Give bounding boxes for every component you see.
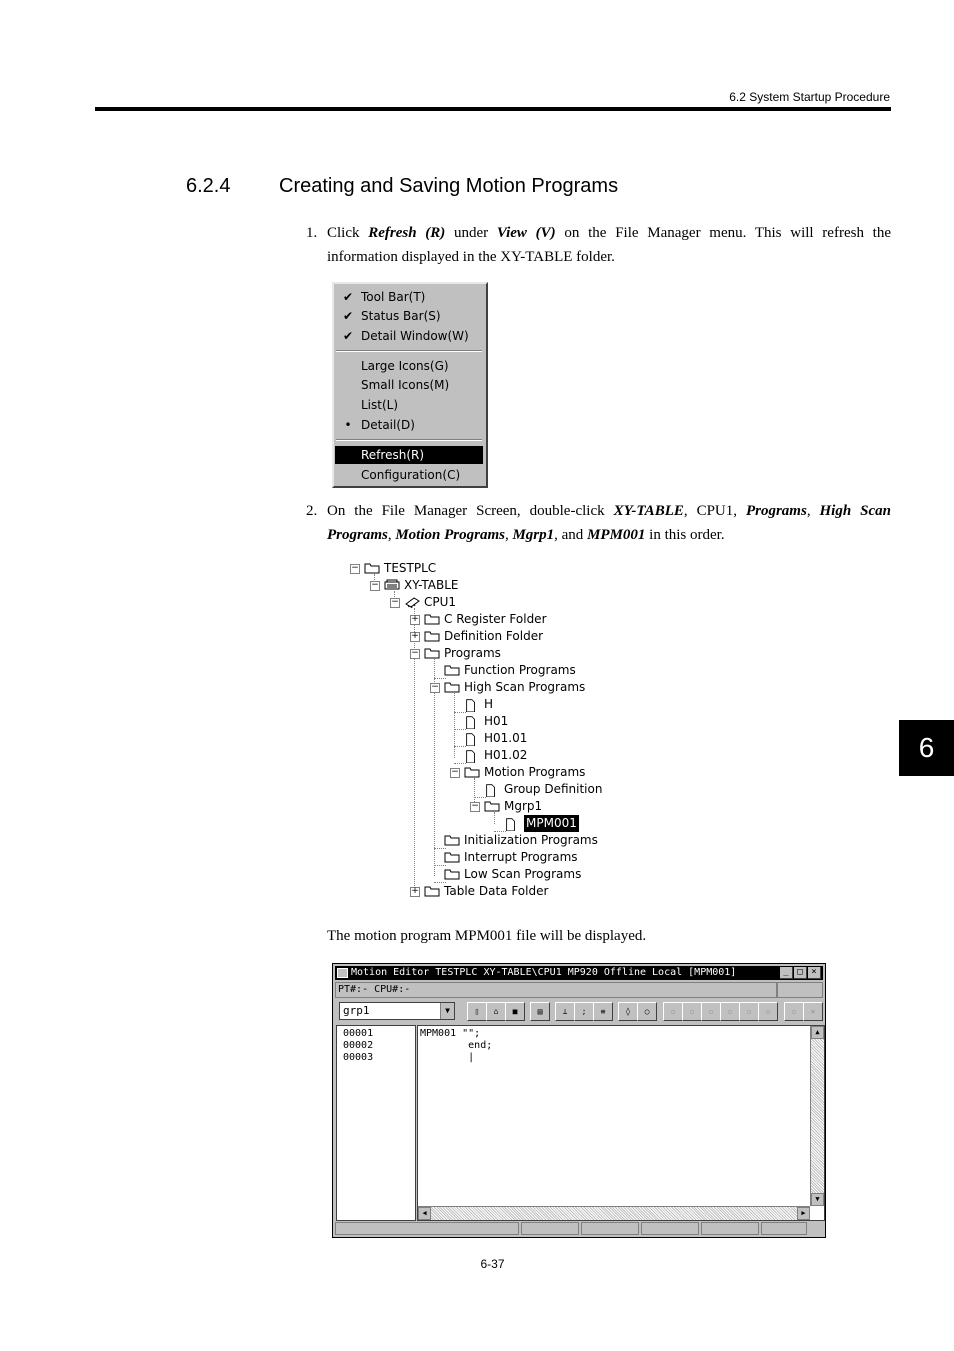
code-line: | <box>420 1052 475 1063</box>
disabled-tool-2[interactable] <box>682 1002 702 1021</box>
file-icon <box>504 815 518 831</box>
cpu-icon <box>404 596 420 608</box>
folder-icon <box>424 613 440 625</box>
offline-button[interactable] <box>637 1002 657 1021</box>
list-button[interactable] <box>593 1002 613 1021</box>
folder-icon <box>424 885 440 897</box>
check-icon: ✔ <box>342 329 354 343</box>
tool-icon: ▫ <box>689 1007 695 1016</box>
folder-icon <box>444 868 460 880</box>
disabled-tool-4[interactable] <box>720 1002 740 1021</box>
tool-icon: ▫ <box>746 1007 752 1016</box>
collapse-icon[interactable]: − <box>471 801 479 811</box>
menu-separator <box>336 350 482 352</box>
status-pane <box>521 1222 579 1235</box>
offline-icon: ○ <box>644 1007 650 1016</box>
menu-item-detail[interactable]: • Detail(D) <box>335 416 483 434</box>
list-icon: ≡ <box>600 1007 606 1016</box>
tool-icon: ▫ <box>791 1007 797 1016</box>
minimize-button[interactable]: _ <box>780 967 793 979</box>
step-2-number: 2. <box>306 503 318 519</box>
chevron-down-icon[interactable]: ▼ <box>440 1003 454 1019</box>
status-pane <box>761 1222 807 1235</box>
open-file-button[interactable] <box>486 1002 506 1021</box>
code-line: MPM001 ""; <box>420 1028 481 1039</box>
online-button[interactable] <box>618 1002 638 1021</box>
file-icon <box>464 747 478 763</box>
expand-icon[interactable]: + <box>411 886 419 896</box>
status-pane <box>701 1222 759 1235</box>
collapse-icon[interactable]: − <box>371 580 379 590</box>
disabled-tool-6[interactable] <box>758 1002 778 1021</box>
collapse-icon[interactable]: − <box>451 767 459 777</box>
menu-item-configuration[interactable]: Configuration(C) <box>361 468 461 482</box>
tool-icon: ▫ <box>708 1007 714 1016</box>
title-bar[interactable] <box>335 966 823 980</box>
line-number-pane <box>336 1025 416 1221</box>
menu-item-list[interactable]: List(L) <box>361 398 399 412</box>
view-menu <box>332 282 488 488</box>
status-pane <box>335 1222 519 1235</box>
scroll-right-icon[interactable]: ▶ <box>797 1207 810 1220</box>
machine-icon <box>384 579 400 591</box>
file-manager-tree: − TESTPLC − XY-TABLE − CPU1 + C Register Folder + Definition Folder − Programs Function Programs − High Scan Programs H H01 H01.01 H01.02 − Motion Programs Group Definition − Mgrp1 MPM001 Initialization Programs Interrupt Programs Low Scan Programs + Table Data Folder <box>351 561 603 898</box>
line-number: 00002 <box>343 1040 374 1051</box>
app-icon <box>337 968 348 978</box>
open-folder-icon: ⌂ <box>493 1007 499 1016</box>
save-icon: ■ <box>512 1007 518 1016</box>
semicolon-button[interactable] <box>574 1002 594 1021</box>
print-button[interactable] <box>530 1002 550 1021</box>
new-file-button[interactable] <box>467 1002 487 1021</box>
semicolon-icon: ; <box>581 1007 587 1016</box>
menu-item-large-icons[interactable]: Large Icons(G) <box>361 359 449 373</box>
disabled-tool-3[interactable] <box>701 1002 721 1021</box>
scroll-left-icon[interactable]: ◀ <box>418 1207 431 1220</box>
code-line: end; <box>420 1040 493 1051</box>
status-pane <box>641 1222 699 1235</box>
step-2-text: On the File Manager Screen, double-click XY-TABLE, CPU1, Programs, High Scan Programs, Motion Programs, Mgrp1, and MPM001 in this order. <box>327 503 891 543</box>
section-title: Creating and Saving Motion Programs <box>279 175 619 197</box>
tool-icon: ▫ <box>670 1007 676 1016</box>
check-icon: ✔ <box>342 309 354 323</box>
file-icon <box>464 713 478 729</box>
step-1 <box>306 221 891 269</box>
window-title: Motion Editor TESTPLC XY-TABLE\CPU1 MP920 Offline Local [MPM001] <box>351 967 737 978</box>
header-rule <box>95 107 891 111</box>
collapse-icon[interactable]: − <box>431 682 439 692</box>
axis-button[interactable] <box>555 1002 575 1021</box>
pt-cpu-bar-extra <box>777 982 823 998</box>
folder-icon <box>444 681 460 693</box>
disabled-tool-5[interactable] <box>739 1002 759 1021</box>
folder-icon <box>464 766 480 778</box>
folder-icon <box>424 630 440 642</box>
disabled-tool-1[interactable] <box>663 1002 683 1021</box>
menu-separator <box>336 439 482 441</box>
motion-editor-window <box>332 963 826 1238</box>
menu-item-statusbar[interactable]: ✔ Status Bar(S) <box>342 309 441 323</box>
result-text: The motion program MPM001 file will be displayed. <box>327 928 647 944</box>
scroll-down-icon[interactable]: ▼ <box>811 1193 824 1206</box>
menu-item-toolbar[interactable]: ✔ Tool Bar(T) <box>342 290 426 304</box>
close-button[interactable]: × <box>808 967 821 979</box>
file-icon <box>484 781 498 797</box>
group-select[interactable] <box>339 1002 455 1020</box>
folder-icon <box>484 800 500 812</box>
page-number: 6-37 <box>480 1257 505 1271</box>
expand-icon[interactable]: + <box>411 631 419 641</box>
line-number: 00001 <box>343 1028 374 1039</box>
expand-icon[interactable]: + <box>411 614 419 624</box>
cancel-tool-button[interactable] <box>803 1002 823 1021</box>
chapter-tab: 6 <box>899 720 954 776</box>
collapse-icon[interactable]: − <box>391 597 399 607</box>
close-icon: ✕ <box>810 1007 816 1016</box>
pt-cpu-bar <box>335 982 777 998</box>
disabled-tool-7[interactable] <box>784 1002 804 1021</box>
menu-item-refresh[interactable]: Refresh(R) <box>335 446 483 464</box>
folder-icon <box>364 562 380 574</box>
check-icon: ✔ <box>342 290 354 304</box>
menu-item-small-icons[interactable]: Small Icons(M) <box>361 378 450 392</box>
step-2 <box>306 499 891 547</box>
maximize-button[interactable]: □ <box>794 967 807 979</box>
axis-icon: ⊥ <box>562 1007 568 1016</box>
horizontal-scrollbar[interactable] <box>418 1206 810 1220</box>
print-icon: ▤ <box>537 1007 543 1016</box>
status-bar <box>335 1222 823 1234</box>
step-1-text: Click Refresh (R) under View (V) on the File Manager menu. This will refresh the information displayed in the XY-TABLE folder. <box>327 225 891 265</box>
new-file-icon: ▯ <box>474 1007 480 1016</box>
folder-icon <box>424 647 440 659</box>
group-select-value: grp1 <box>343 1004 370 1017</box>
menu-item-detail-window[interactable]: ✔ Detail Window(W) <box>342 329 469 343</box>
folder-icon <box>444 834 460 846</box>
file-icon <box>464 730 478 746</box>
step-1-number: 1. <box>306 225 318 241</box>
collapse-icon[interactable]: − <box>411 648 419 658</box>
folder-icon <box>444 851 460 863</box>
running-header: 6.2 System Startup Procedure <box>729 90 890 104</box>
vertical-scrollbar[interactable] <box>810 1026 824 1206</box>
tool-icon: ▫ <box>727 1007 733 1016</box>
online-icon: ◊ <box>625 1007 631 1016</box>
code-editor[interactable] <box>417 1025 825 1221</box>
file-icon <box>464 696 478 712</box>
pt-cpu-label: PT#:- CPU#:- <box>338 984 411 995</box>
save-button[interactable] <box>505 1002 525 1021</box>
scroll-up-icon[interactable]: ▲ <box>811 1026 824 1039</box>
section-number: 6.2.4 <box>186 175 231 197</box>
collapse-icon[interactable]: − <box>351 563 359 573</box>
tool-icon: ▫ <box>765 1007 771 1016</box>
line-number: 00003 <box>343 1052 374 1063</box>
bullet-icon: • <box>344 418 352 432</box>
status-pane <box>581 1222 639 1235</box>
folder-icon <box>444 664 460 676</box>
